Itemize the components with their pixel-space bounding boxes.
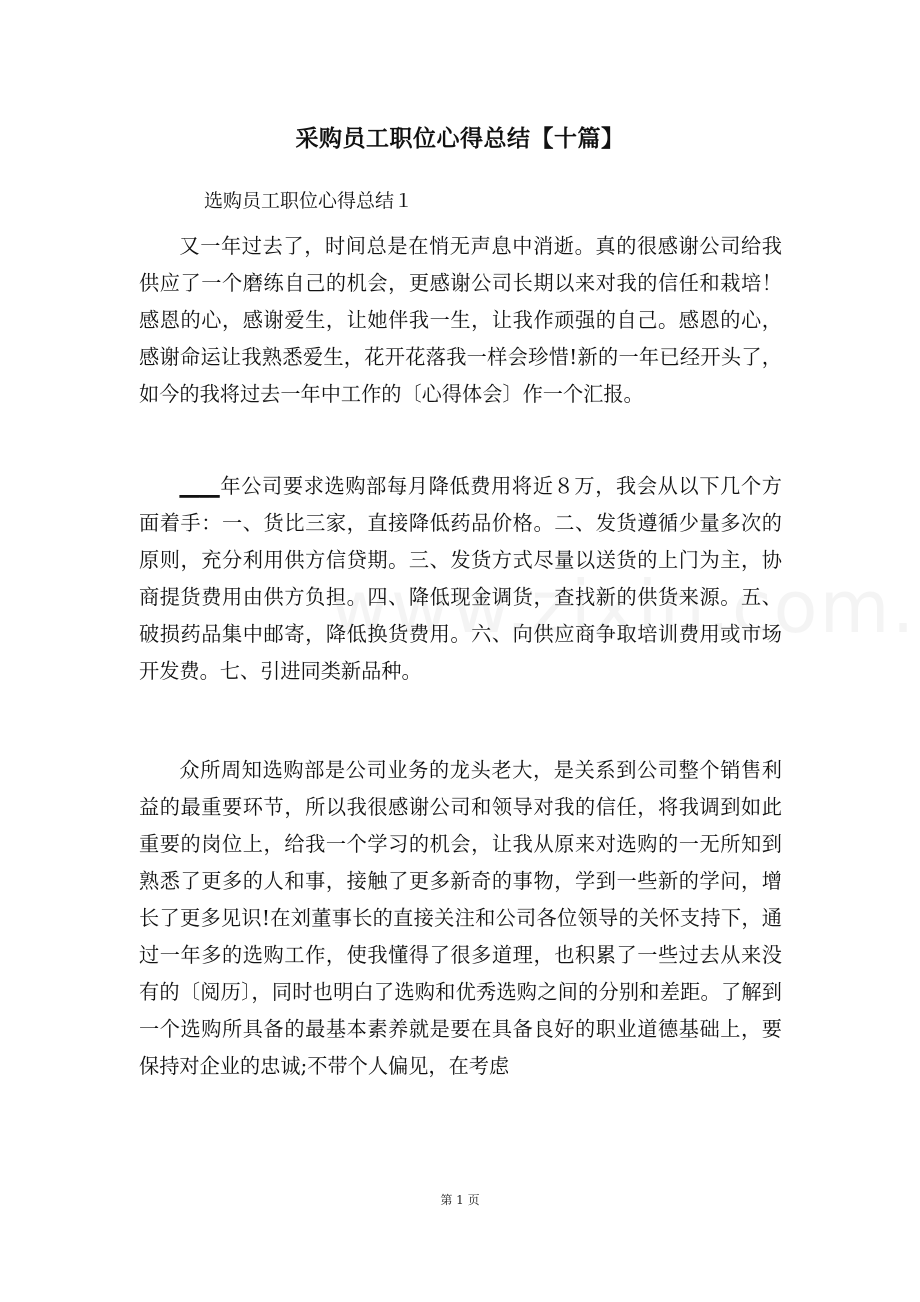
paragraph-2 [139,468,782,690]
paragraph-1: 又一年过去了，时间总是在悄无声息中消逝。真的很感谢公司给我供应了一个磨练自己的机会，更感谢公司长期以来对我的信任和栽培！感恩的心，感谢爱生，让她伴我一生，让我作顽强的自己。感恩的心，感谢命运让我熟悉爱生，花开花落我一样会珍惜!新的一年已经开头了，如今的我将过去一年中工作的〔心得体会〕作一个汇报。 [139,234,782,406]
paragraph-3: 众所周知选购部是公司业务的龙头老大，是关系到公司整个销售利益的最重要环节，所以我很感谢公司和领导对我的信任，将我调到如此重要的岗位上，给我一个学习的机会，让我从原来对选购的一无所知到熟悉了更多的人和事，接触了更多新奇的事物，学到一些新的学问，增长了更多见识!在刘董事长的直接关注和公司各位领导的关怀支持下，通过一年多的选购工作，使我懂得了很多道理，也积累了一些过去从来没有的〔阅历〕，同时也明白了选购和优秀选购之间的分别和差距。了解到一个选购所具备的最基本素养就是要在具备良好的职业道德基础上，要保持对企业的忠诚;不带个人偏见，在考虑 [139,758,782,1078]
paragraph-2-text: 年公司要求选购部每月降低费用将近８万，我会从以下几个方面着手：一、货比三家，直接降低药品价格。二、发货遵循少量多次的原则，充分利用供方信贷期。三、发货方式尽量以送货的上门为主，协商提货费用由供方负担。四、降低现金调货，查找新的供货来源。五、破损药品集中邮寄，降低换货费用。六、向供应商争取培训费用或市场开发费。七、引进同类新品种。 [139,474,782,683]
page-number: 第 1 页 [440,1193,480,1207]
fill-in-blank: ____ [179,474,220,498]
section-heading: 选购员工职位心得总结１ [204,190,414,212]
document-title: 采购员工职位心得总结【十篇】 [295,125,625,152]
